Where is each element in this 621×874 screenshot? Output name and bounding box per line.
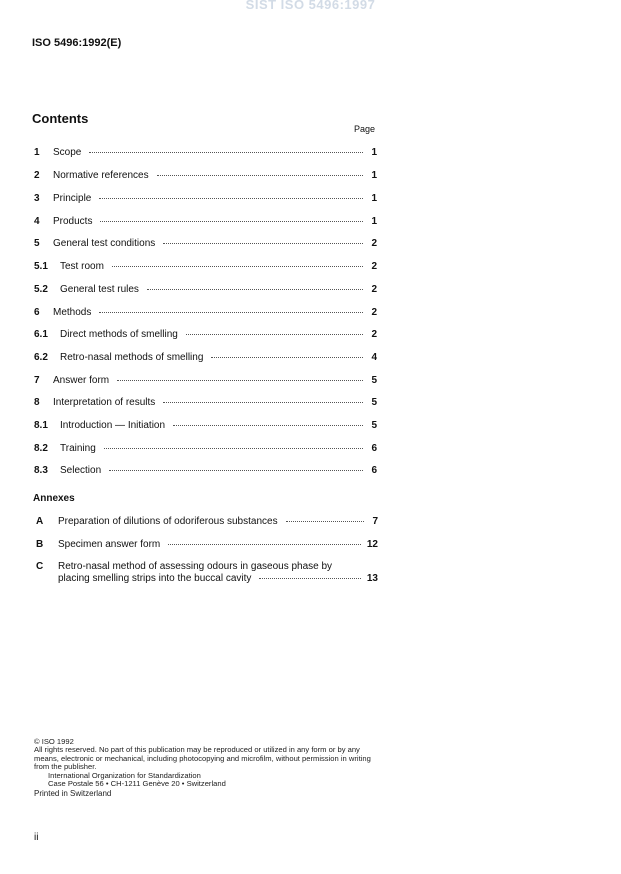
toc-page: 1 (371, 147, 377, 158)
annexes-heading: Annexes (33, 493, 75, 504)
annex-title: Specimen answer form (58, 539, 161, 550)
annex-letter: B (36, 539, 44, 550)
toc-title: Methods (53, 307, 92, 318)
dot-leader (163, 402, 363, 403)
contents-heading: Contents (32, 111, 89, 126)
toc-row[interactable] (34, 147, 377, 161)
toc-title: Normative references (53, 170, 149, 181)
dot-leader (163, 243, 363, 244)
annex-row-c[interactable] (36, 561, 378, 585)
toc-page: 5 (371, 397, 377, 408)
toc-row[interactable] (34, 397, 377, 411)
annex-row-b[interactable] (36, 539, 378, 553)
dot-leader (259, 578, 360, 579)
toc-row[interactable] (34, 261, 377, 275)
annex-page: 13 (366, 573, 378, 584)
toc-number: 5.1 (34, 261, 48, 272)
toc-page: 1 (371, 193, 377, 204)
toc-row[interactable] (34, 375, 377, 389)
toc-number: 6 (34, 307, 40, 318)
toc-row[interactable] (34, 238, 377, 252)
toc-row[interactable] (34, 352, 377, 366)
dot-leader (100, 221, 363, 222)
dot-leader (157, 175, 363, 176)
toc-page: 2 (371, 238, 377, 249)
toc-title: Answer form (53, 375, 110, 386)
copyright-block (34, 738, 380, 799)
toc-number: 5 (34, 238, 40, 249)
toc-row[interactable] (34, 307, 377, 321)
dot-leader (104, 448, 363, 449)
dot-leader (168, 544, 361, 545)
toc-number: 8.2 (34, 443, 48, 454)
toc-page: 2 (371, 261, 377, 272)
toc-row[interactable] (34, 193, 377, 207)
toc-title: Products (53, 216, 93, 227)
annex-letter: C (36, 561, 44, 572)
annex-title: Preparation of dilutions of odoriferous substances (58, 516, 278, 527)
toc-title: Interpretation of results (53, 397, 156, 408)
toc-title: Retro-nasal methods of smelling (60, 352, 204, 363)
toc-number: 7 (34, 375, 40, 386)
toc-row[interactable] (34, 420, 377, 434)
toc-number: 6.1 (34, 329, 48, 340)
organization-name: International Organization for Standardization (48, 770, 201, 780)
dot-leader (109, 470, 363, 471)
toc-row[interactable] (34, 329, 377, 343)
dot-leader (286, 521, 364, 522)
annex-page: 12 (366, 539, 378, 550)
dot-leader (173, 425, 363, 426)
toc-number: 3 (34, 193, 40, 204)
toc-title: General test conditions (53, 238, 156, 249)
toc-page: 6 (371, 443, 377, 454)
dot-leader (89, 152, 363, 153)
rights-statement: All rights reserved. No part of this publication may be reproduced or utilized in any form or by any means, electronic or mechanical, including photocopying and microfilm, without permission in writing from the publisher. (34, 745, 371, 772)
toc-page: 4 (371, 352, 377, 363)
dot-leader (186, 334, 363, 335)
toc-row[interactable] (34, 216, 377, 230)
toc-number: 2 (34, 170, 40, 181)
toc-row[interactable] (34, 170, 377, 184)
toc-page: 2 (371, 284, 377, 295)
dot-leader (211, 357, 363, 358)
annex-row-a[interactable] (36, 516, 378, 530)
toc-title: General test rules (60, 284, 139, 295)
dot-leader (112, 266, 363, 267)
toc-number: 5.2 (34, 284, 48, 295)
toc-title: Direct methods of smelling (60, 329, 178, 340)
toc-title: Introduction — Initiation (60, 420, 166, 431)
toc-number: 8.1 (34, 420, 48, 431)
toc-number: 1 (34, 147, 40, 158)
dot-leader (99, 312, 363, 313)
page-number: ii (34, 832, 39, 843)
toc-number: 6.2 (34, 352, 48, 363)
toc-title: Training (60, 443, 96, 454)
toc-page: 2 (371, 329, 377, 340)
toc-row[interactable] (34, 465, 377, 479)
toc-title: Scope (53, 147, 82, 158)
annex-letter: A (36, 516, 44, 527)
toc-page: 5 (371, 375, 377, 386)
organization-address: Case Postale 56 • CH-1211 Genève 20 • Switzerland (48, 779, 226, 789)
toc-page: 1 (371, 216, 377, 227)
toc-row[interactable] (34, 284, 377, 298)
toc-page: 2 (371, 307, 377, 318)
toc-title: Test room (60, 261, 104, 272)
dot-leader (117, 380, 363, 381)
toc-row[interactable] (34, 443, 377, 457)
toc-number: 8 (34, 397, 40, 408)
toc-page: 1 (371, 170, 377, 181)
toc-title: Principle (53, 193, 92, 204)
watermark: SIST ISO 5496:1997 (245, 0, 376, 12)
document-id: ISO 5496:1992(E) (32, 37, 122, 49)
toc-number: 8.3 (34, 465, 48, 476)
toc-number: 4 (34, 216, 40, 227)
toc-title: Selection (60, 465, 102, 476)
copyright-notice: © ISO 1992 (34, 737, 74, 746)
printed-location: Printed in Switzerland (34, 789, 112, 799)
annex-page: 7 (372, 516, 378, 527)
toc-page: 6 (371, 465, 377, 476)
annex-title-line1: Retro-nasal method of assessing odours in gaseous phase by (58, 561, 333, 572)
dot-leader (147, 289, 363, 290)
page-column-label: Page (354, 124, 376, 134)
annex-title-line2: placing smelling strips into the buccal cavity (58, 573, 252, 584)
toc-page: 5 (371, 420, 377, 431)
dot-leader (99, 198, 363, 199)
